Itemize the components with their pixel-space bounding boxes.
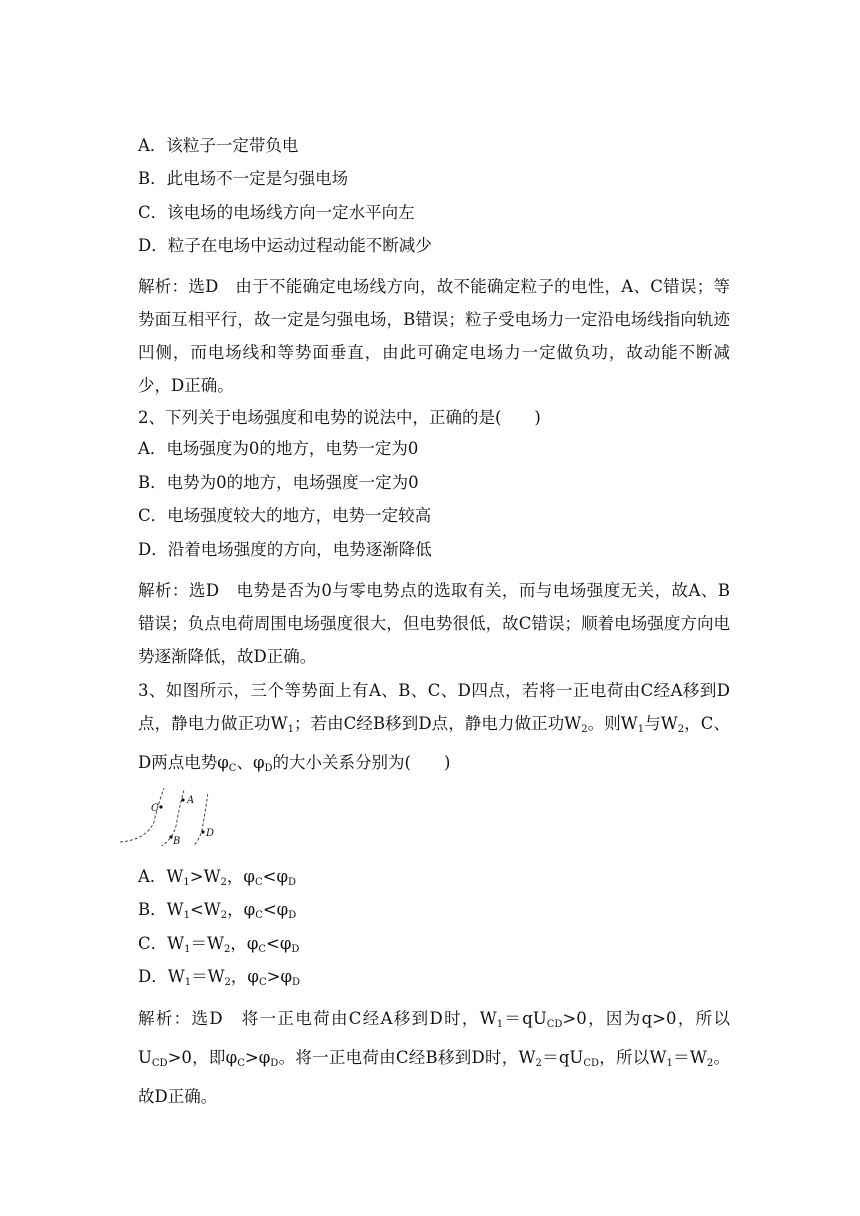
point-d bbox=[201, 830, 204, 833]
q1-solution: 解析：选D 由于不能确定电场线方向，故不能确定粒子的电性，A、C错误；等势面互相平行，故一定是匀强电场，B错误；粒子受电场力一定沿电场线指向轨迹凹侧，而电场线和等势面垂直，由此可确定电场力一定做负功，故动能不断减少，D正确。 bbox=[138, 277, 730, 395]
label-c: C bbox=[151, 803, 159, 814]
label-b: B bbox=[173, 836, 181, 846]
q2-solution: 解析：选D 电势是否为0与零电势点的选取有关，而与电场强度无关，故A、B错误；负点电荷周围电场强度很大，但电势很低，故C错误；顺着电场强度方向电势逐渐降低，故D正确。 bbox=[138, 581, 730, 666]
q1-option-d: D．粒子在电场中运动过程动能不断减少 bbox=[138, 236, 432, 255]
q3-option-c: C．$W_1=W_2$，$\varphi_C<\varphi_D$ bbox=[138, 934, 300, 955]
q1-option-a: A．该粒子一定带负电 bbox=[138, 136, 299, 155]
label-a: A bbox=[187, 795, 195, 806]
q3-solution: 解析：选D 将一正电荷由C经A移到D时，$W_1=qU_{CD}>0$，因为q>0，所以$U_{CD}>0$，即$\varphi_C>\varphi_D$。将一正电荷由C经B移到D时，$W_2=qU_{CD}$，所以$W_1=W_2$。故D正确。 bbox=[138, 1009, 730, 1106]
q1-option-b: B．此电场不一定是匀强电场 bbox=[138, 169, 349, 188]
q1-option-c: C．该电场的电场线方向一定水平向左 bbox=[138, 203, 415, 222]
equipotential-curve-1 bbox=[120, 788, 164, 842]
point-c bbox=[159, 805, 162, 808]
q3-option-b: B．$W_1<W_2$，$\varphi_C<\varphi_D$ bbox=[138, 900, 297, 921]
q3-option-a: A．$W_1>W_2$，$\varphi_C<\varphi_D$ bbox=[138, 867, 297, 888]
label-d: D bbox=[206, 828, 215, 839]
q2-option-a: A．电场强度为0的地方，电势一定为0 bbox=[138, 439, 419, 458]
point-a bbox=[181, 798, 184, 801]
q2-option-b: B．电势为0的地方，电场强度一定为0 bbox=[138, 473, 419, 492]
q3-stem: 3、如图所示，三个等势面上有A、B、C、D四点，若将一正电荷由C经A移到D点，静电力做正功$W_1$；若由C经B移到D点，静电力做正功$W_2$。则$W_1$与$W_2$，C、D两点电势$\varphi_C$、$\varphi_D$的大小关系分别为( ) bbox=[138, 681, 730, 774]
q2-option-d: D．沿着电场强度的方向，电势逐渐降低 bbox=[138, 540, 432, 559]
equipotential-diagram bbox=[112, 782, 224, 846]
q2-stem: 2、下列关于电场强度和电势的说法中，正确的是( ) bbox=[138, 408, 541, 427]
equipotential-figure bbox=[112, 782, 224, 846]
q2-option-c: C．电场强度较大的地方，电势一定较高 bbox=[138, 506, 432, 525]
q3-option-d: D．$W_1=W_2$，$\varphi_C>\varphi_D$ bbox=[138, 967, 301, 988]
